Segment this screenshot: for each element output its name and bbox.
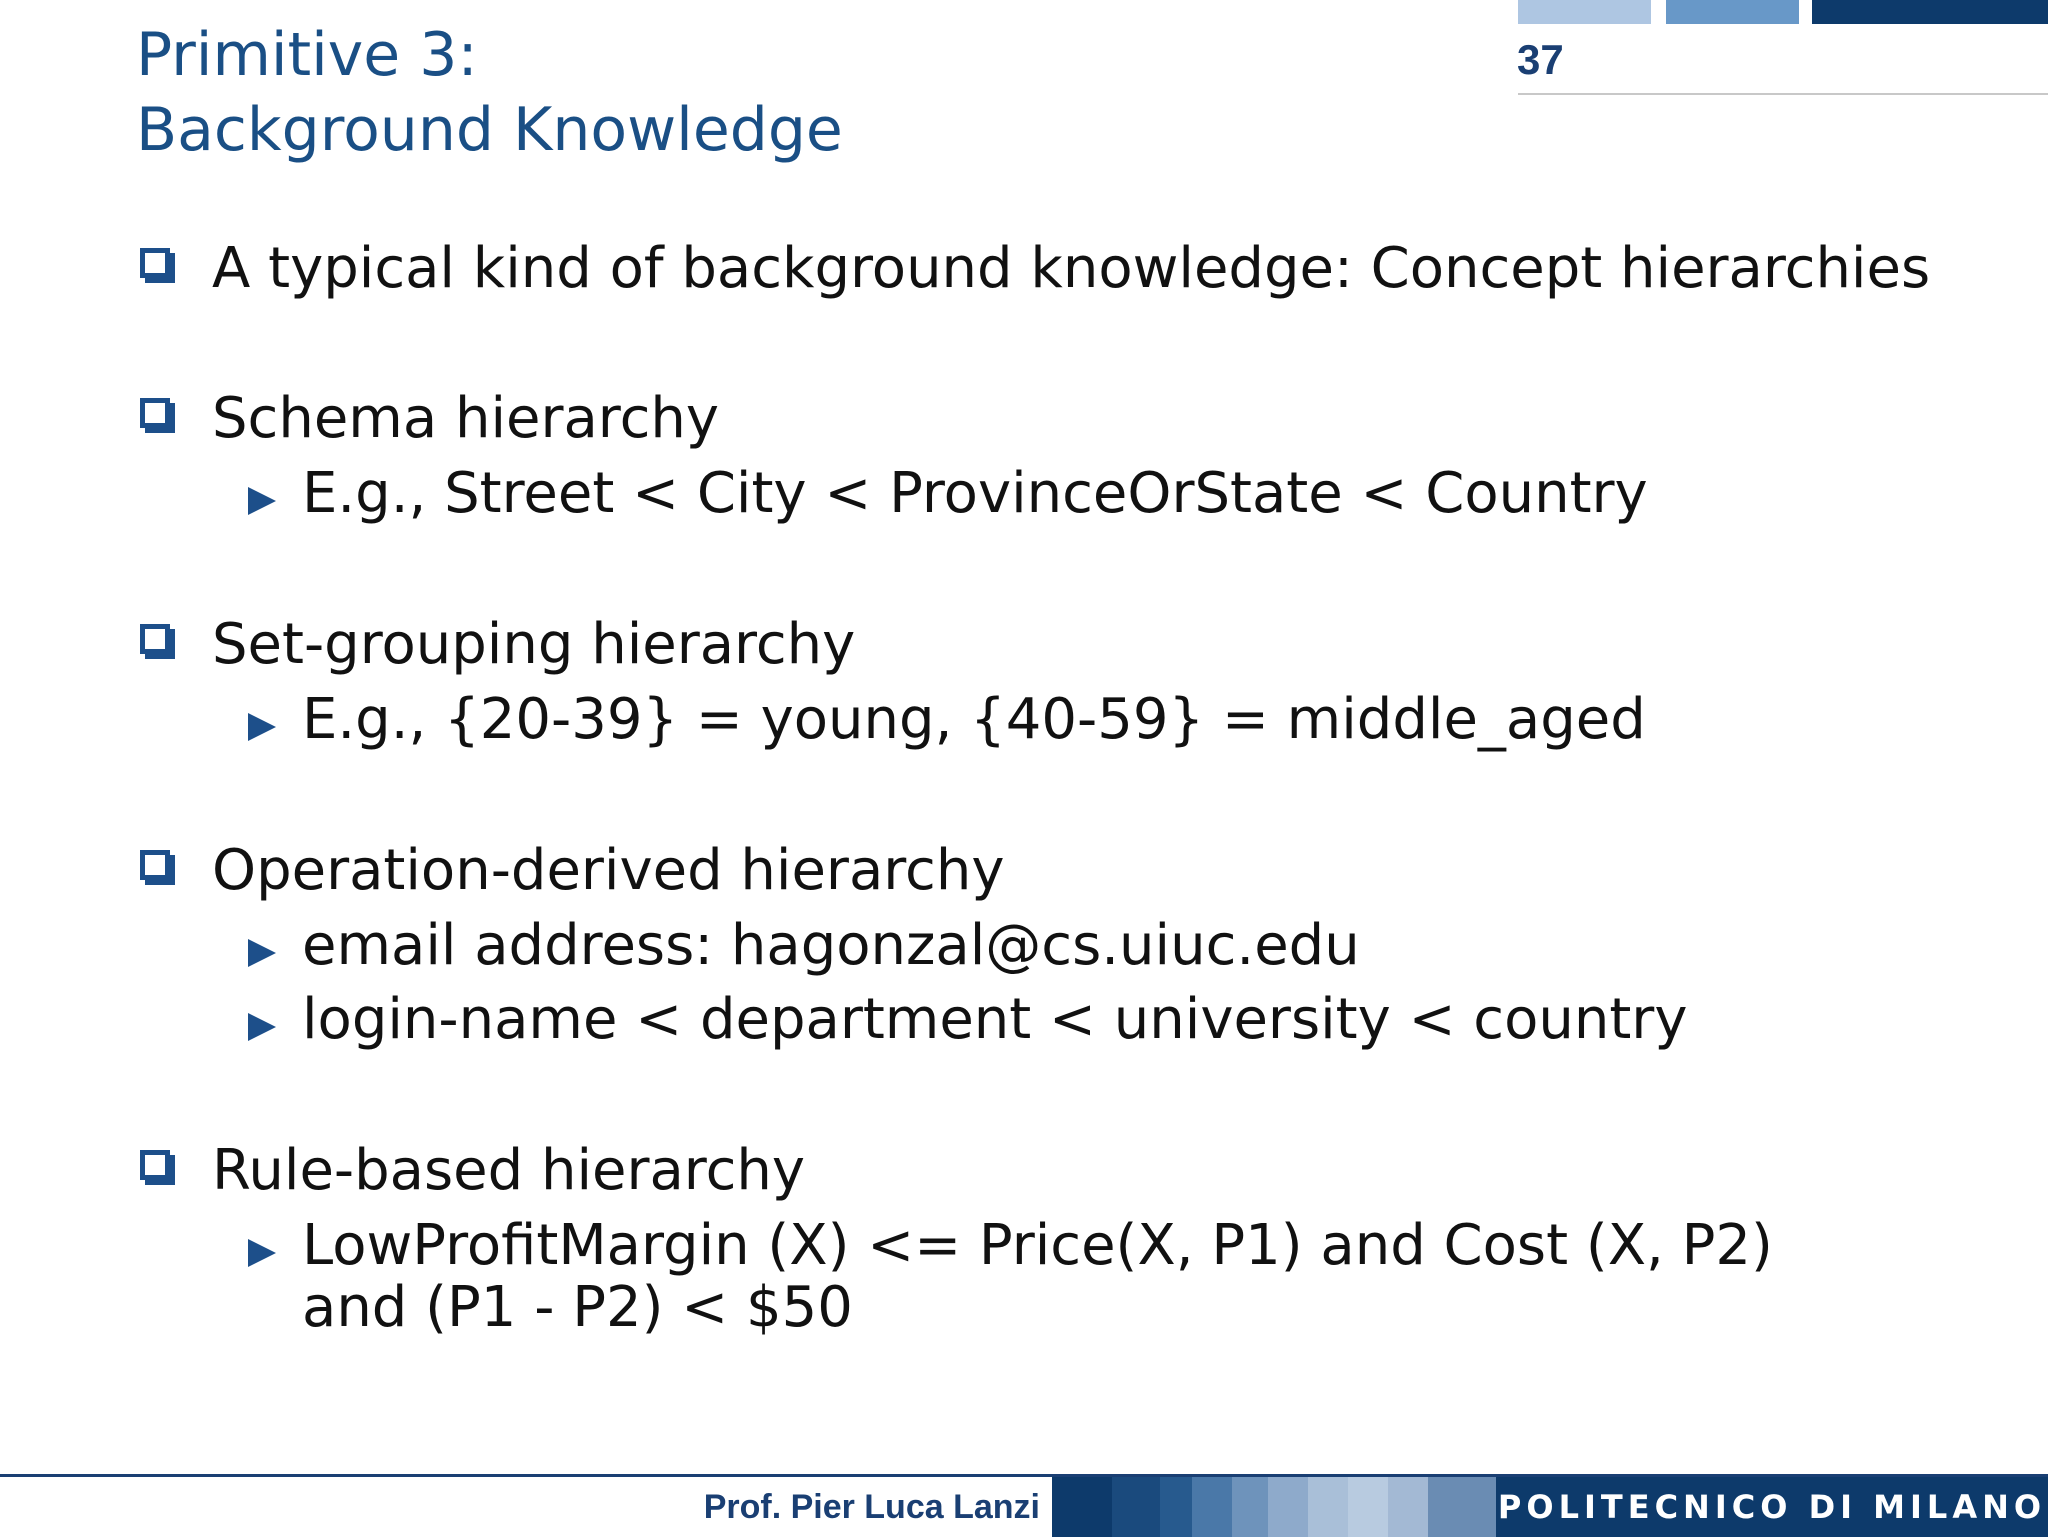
arrow-bullet-icon <box>248 487 276 515</box>
header-decor-bar-light <box>1518 0 1651 24</box>
arrow-bullet-icon <box>248 1013 276 1041</box>
page-number: 37 <box>1517 36 1564 83</box>
slide-title <box>136 18 843 168</box>
sub-bullet-item: E.g., {20-39} = young, {40-59} = middle_aged <box>302 687 1646 752</box>
bullet-item: Rule-based hierarchy <box>212 1138 806 1203</box>
arrow-bullet-icon <box>248 939 276 967</box>
footer-decor-block <box>1232 1477 1268 1537</box>
footer-decor-block <box>1428 1477 1496 1537</box>
sub-bullet-item: email address: hagonzal@cs.uiuc.edu <box>302 913 1360 978</box>
sub-bullet-item: E.g., Street < City < ProvinceOrState < Country <box>302 461 1648 526</box>
footer-author: Prof. Pier Luca Lanzi <box>703 1488 1040 1526</box>
header-decor-bar-dark <box>1812 0 2048 24</box>
bullet-item: Operation-derived hierarchy <box>212 838 1005 903</box>
sub-bullet-item: login-name < department < university < country <box>302 987 1688 1052</box>
footer-decor-block <box>1052 1477 1112 1537</box>
sub-bullet-item: LowProfitMargin (X) <= Price(X, P1) and Cost (X, P2) <box>302 1213 1773 1278</box>
bullet-item: A typical kind of background knowledge: Concept hierarchies <box>212 236 1931 301</box>
square-bullet-icon <box>140 398 170 428</box>
header-rule <box>1518 93 2048 95</box>
footer-decor-block <box>1308 1477 1348 1537</box>
title-line-2: Background Knowledge <box>136 95 843 165</box>
footer-decor-block <box>1112 1477 1160 1537</box>
square-bullet-icon <box>140 1150 170 1180</box>
title-line-1: Primitive 3: <box>136 20 478 90</box>
square-bullet-icon <box>140 248 170 278</box>
arrow-bullet-icon <box>248 1239 276 1267</box>
footer-decor-block <box>1160 1477 1192 1537</box>
footer-institution: POLITECNICO DI MILANO <box>1496 1477 2048 1537</box>
footer-decor-block <box>1268 1477 1308 1537</box>
footer-decor-block <box>1388 1477 1428 1537</box>
sub-bullet-continuation: and (P1 - P2) < $50 <box>302 1275 853 1340</box>
square-bullet-icon <box>140 850 170 880</box>
footer-decor-block <box>1192 1477 1232 1537</box>
bullet-item: Set-grouping hierarchy <box>212 612 856 677</box>
bullet-item: Schema hierarchy <box>212 386 720 451</box>
footer-decor-block <box>1348 1477 1388 1537</box>
square-bullet-icon <box>140 624 170 654</box>
header-decor-bar-mid <box>1666 0 1799 24</box>
arrow-bullet-icon <box>248 713 276 741</box>
